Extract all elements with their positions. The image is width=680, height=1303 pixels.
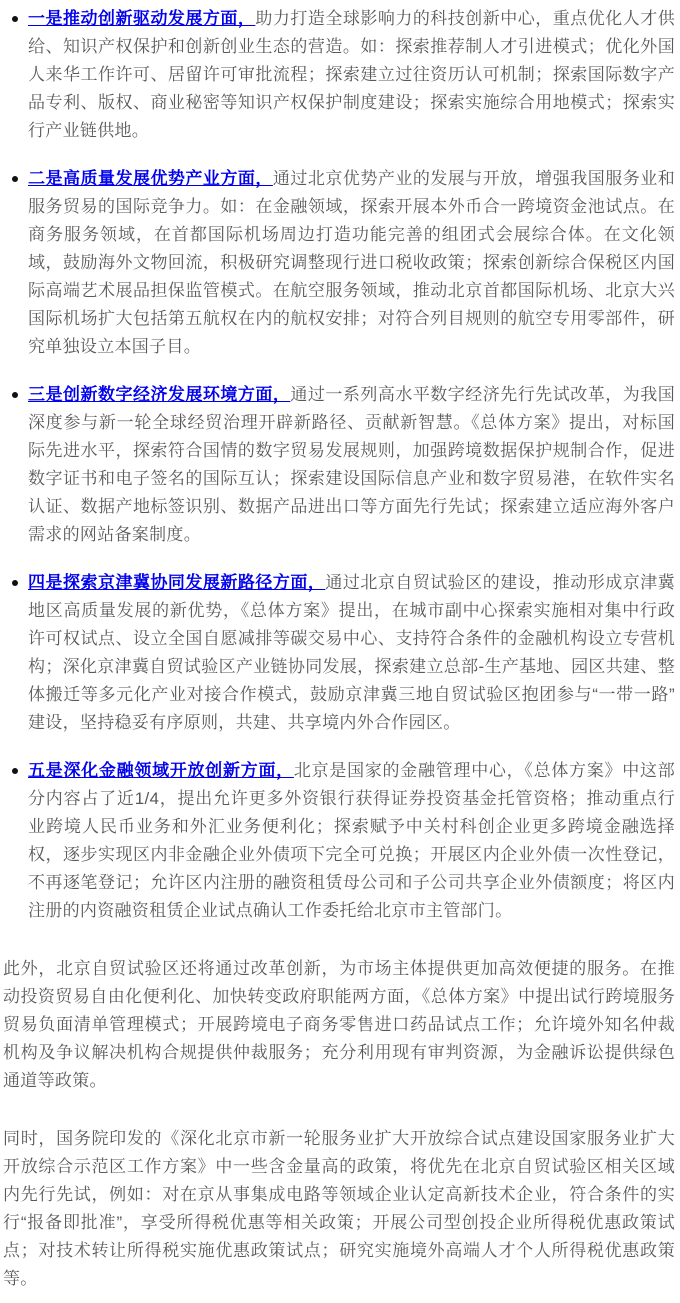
closing-paragraph-1: 此外，北京自贸试验区还将通过改革创新，为市场主体提供更加高效便捷的服务。在推动投资贸易自由化便利化、加快转变政府职能两方面，《总体方案》中提出试行跨境服务贸易负面清单管理模式；开展跨境电子商务零售进口药品试点工作；允许境外知名仲裁机构及争议解决机构合规提供仲裁服务；充分利用现有审判资源，为金融诉讼提供绿色通道等政策。 (3, 959, 675, 1090)
point-3-body-text: 通过一系列高水平数字经济先行先试改革，为我国深度参与新一轮全球经贸治理开辟新路径、贡献新智慧。《总体方案》提出，对标国际先进水平，探索符合国情的数字贸易发展规则，加强跨境数据保护规制合作，促进数字证书和电子签名的国际互认；探索建设国际信息产业和数字贸易港，在软件实名认证、数据产地标签识别、数据产品进出口等方面先行先试；探索建立适应海外客户需求的网站备案制度。 (28, 385, 675, 544)
point-3-lead-link[interactable]: 三是创新数字经济发展环境方面， (28, 385, 291, 404)
point-2-body-text: 通过北京优势产业的发展与开放，增强我国服务业和服务贸易的国际竞争力。如：在金融领域，探索开展本外币合一跨境资金池试点。在商务服务领域，在首都国际机场周边打造功能完善的组团式会展综合体。在文化领域，鼓励海外文物回流，积极研究调整现行进口税收政策；探索创新综合保税区内国际高端艺术展品担保监管模式。在航空服务领域，推动北京首都国际机场、北京大兴国际机场扩大包括第五航权在内的航权安排；对符合列目规则的航空专用零部件，研究单独设立本国子目。 (28, 169, 676, 356)
point-5-lead-link[interactable]: 五是深化金融领域开放创新方面， (28, 761, 294, 780)
point-4-body-text: 通过北京自贸试验区的建设，推动形成京津冀地区高质量发展的新优势，《总体方案》提出，在城市副中心探索实施相对集中行政许可权试点、设立全国自愿减排等碳交易中心、支持符合条件的金融机构设立专营机构；深化京津冀自贸试验区产业链协同发展，探索建立总部-生产基地、园区共建、整体搬迁等多元化产业对接合作模式，鼓励京津冀三地自贸试验区抱团参与“一带一路”建设，坚持稳妥有序原则，共建、共享境内外合作园区。 (28, 573, 675, 732)
point-1-body-text: 助力打造全球影响力的科技创新中心，重点优化人才供给、知识产权保护和创新创业生态的营造。如：探索推荐制人才引进模式；优化外国人来华工作许可、居留许可审批流程；探索建立过往资历认可机制；探索国际数字产品专利、版权、商业秘密等知识产权保护制度建设；探索实施综合用地模式；探索实行产业链供地。 (28, 9, 675, 140)
list-item-point-5 (28, 757, 675, 925)
list-item-point-2 (28, 165, 675, 361)
point-5-body-text: 北京是国家的金融管理中心，《总体方案》中这部分内容占了近1/4，提出允许更多外资银行获得证券投资基金托管资格；推动重点行业跨境人民币业务和外汇业务便利化；探索赋予中关村科创企业更多跨境金融选择权，逐步实现区内非金融企业外债项下完全可兑换；开展区内企业外债一次性登记，不再逐笔登记；允许区内注册的融资租赁母公司和子公司共享企业外债额度；将区内注册的内资融资租赁企业试点确认工作委托给北京市主管部门。 (28, 761, 675, 920)
list-item-point-4 (28, 569, 675, 737)
closing-paragraph-2: 同时，国务院印发的《深化北京市新一轮服务业扩大开放综合试点建设国家服务业扩大开放综合示范区工作方案》中一些含金量高的政策，将优先在北京自贸试验区相关区域内先行先试，例如：对在京从事集成电路等领域企业认定高新技术企业，符合条件的实行“报备即批准”，享受所得税优惠等相关政策；开展公司型创投企业所得税优惠政策试点；对技术转让所得税实施优惠政策试点；研究实施境外高端人才个人所得税优惠政策等。 (3, 1129, 675, 1288)
list-item-point-3 (28, 381, 675, 549)
point-4-lead-link[interactable]: 四是探索京津冀协同发展新路径方面， (28, 573, 326, 592)
point-2-lead-link[interactable]: 二是高质量发展优势产业方面， (28, 169, 273, 188)
key-points-list (3, 5, 675, 925)
point-1-lead-link[interactable]: 一是推动创新驱动发展方面， (28, 9, 256, 28)
list-item-point-1 (28, 5, 675, 145)
